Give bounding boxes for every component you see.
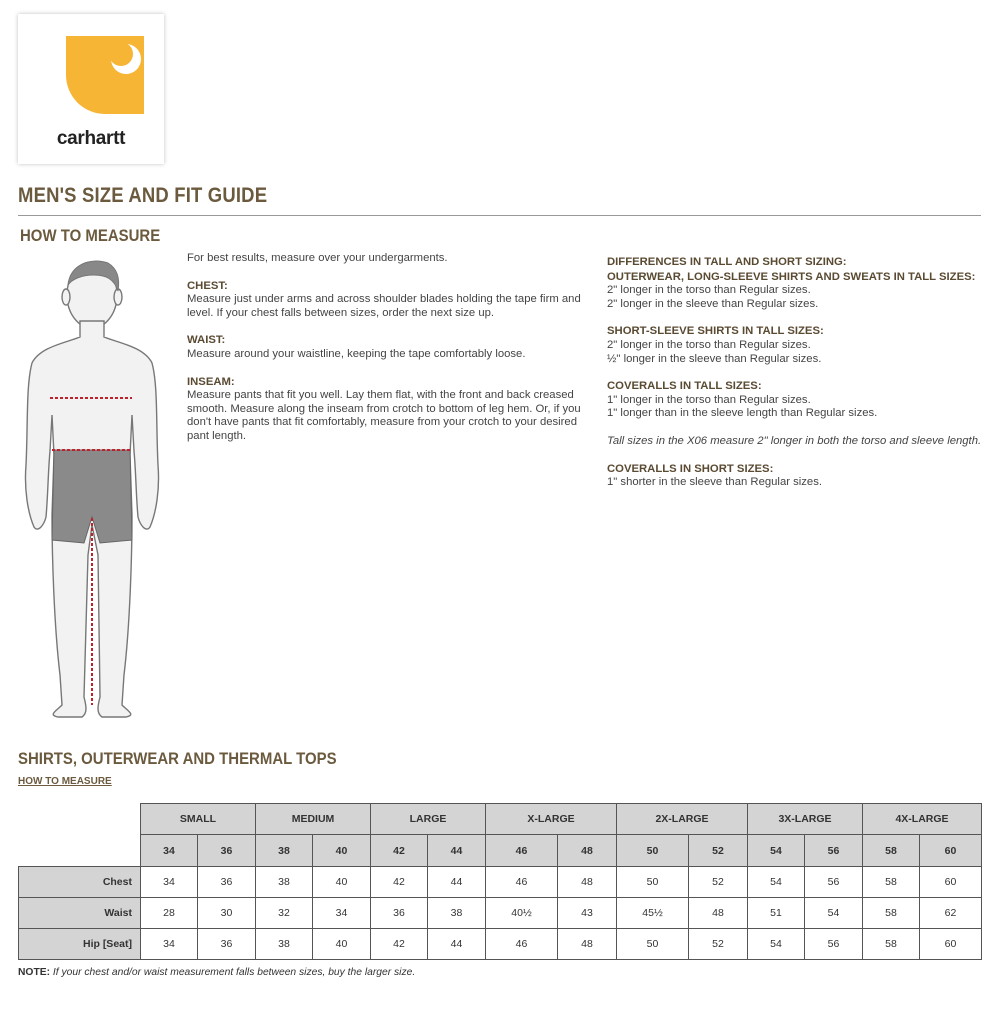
table-cell: 50 — [617, 867, 689, 898]
size-number: 60 — [920, 835, 982, 867]
table-cell: 56 — [805, 929, 863, 960]
size-number: 38 — [256, 835, 313, 867]
size-number: 52 — [689, 835, 748, 867]
size-number: 40 — [313, 835, 371, 867]
table-cell: 30 — [198, 898, 256, 929]
table-cell: 54 — [748, 867, 805, 898]
table-cell: 56 — [805, 867, 863, 898]
size-number: 58 — [863, 835, 920, 867]
table-cell: 58 — [863, 898, 920, 929]
table-row — [19, 867, 982, 898]
table-cell: 42 — [371, 929, 428, 960]
table-cell: 38 — [256, 929, 313, 960]
note-label: NOTE: — [18, 967, 51, 978]
table-corner — [19, 835, 141, 867]
size-note — [18, 967, 415, 978]
size-number: 56 — [805, 835, 863, 867]
size-header: SMALL — [141, 804, 256, 835]
size-number: 46 — [486, 835, 558, 867]
chest-instruction — [187, 280, 587, 321]
table-cell: 48 — [689, 898, 748, 929]
table-cell: 44 — [428, 929, 486, 960]
table-cell: 36 — [198, 867, 256, 898]
table-corner — [19, 804, 141, 835]
short-section — [607, 463, 992, 490]
size-number: 48 — [558, 835, 617, 867]
row-label: Waist — [19, 898, 141, 929]
table-cell: 38 — [428, 898, 486, 929]
table-cell: 60 — [920, 929, 982, 960]
waist-instruction — [187, 334, 587, 361]
table-cell: 51 — [748, 898, 805, 929]
size-header: 4X-LARGE — [863, 804, 982, 835]
table-cell: 28 — [141, 898, 198, 929]
table-cell: 40 — [313, 929, 371, 960]
diff-line: 1" longer in the torso than Regular sizes. — [607, 393, 811, 406]
inseam-label: INSEAM: — [187, 375, 235, 388]
table-cell: 60 — [920, 867, 982, 898]
short-section-heading: COVERALLS IN SHORT SIZES: — [607, 462, 774, 475]
row-label: Chest — [19, 867, 141, 898]
size-number: 44 — [428, 835, 486, 867]
size-header: 2X-LARGE — [617, 804, 748, 835]
differences-heading: DIFFERENCES IN TALL AND SHORT SIZING: — [607, 256, 847, 268]
table-row — [19, 929, 982, 960]
table-cell: 62 — [920, 898, 982, 929]
size-header: MEDIUM — [256, 804, 371, 835]
table-cell: 52 — [689, 867, 748, 898]
diff-line: 2" longer in the torso than Regular sizes. — [607, 338, 811, 351]
diff-line: 2" longer in the torso than Regular sizes. — [607, 284, 811, 297]
inseam-instruction — [187, 376, 587, 444]
chest-text: Measure just under arms and across shoulder blades holding the tape firm and level. If your chest falls between sizes, order the next size up. — [187, 293, 581, 319]
table-cell: 50 — [617, 929, 689, 960]
intro-text: For best results, measure over your undergarments. — [187, 252, 448, 264]
how-to-measure-link[interactable]: HOW TO MEASURE — [18, 776, 112, 787]
table-cell: 38 — [256, 867, 313, 898]
diff-section-heading: OUTERWEAR, LONG-SLEEVE SHIRTS AND SWEATS IN TALL SIZES: — [607, 270, 976, 283]
table-cell: 36 — [198, 929, 256, 960]
table-cell: 34 — [141, 929, 198, 960]
table-cell: 54 — [748, 929, 805, 960]
how-to-measure-heading: HOW TO MEASURE — [20, 226, 161, 245]
table-row — [19, 898, 982, 929]
size-number: 36 — [198, 835, 256, 867]
table-cell: 58 — [863, 929, 920, 960]
table-cell: 48 — [558, 929, 617, 960]
short-line: 1" shorter in the sleeve than Regular sizes. — [607, 476, 822, 489]
table-cell: 32 — [256, 898, 313, 929]
size-number: 50 — [617, 835, 689, 867]
table-cell: 54 — [805, 898, 863, 929]
diff-section — [607, 325, 992, 366]
table-cell: 52 — [689, 929, 748, 960]
chest-label: CHEST: — [187, 279, 228, 292]
body-measurement-figure — [20, 255, 165, 720]
tall-note: Tall sizes in the X06 measure 2" longer in both the torso and sleeve length. — [607, 434, 982, 447]
diff-section-heading: SHORT-SLEEVE SHIRTS IN TALL SIZES: — [607, 325, 824, 338]
diff-section-heading: COVERALLS IN TALL SIZES: — [607, 380, 762, 393]
size-chart-table — [18, 803, 982, 960]
inseam-text: Measure pants that fit you well. Lay them flat, with the front and back creased smooth. Measure along the inseam from crotch to bottom of leg hem. Or, if you don't have pants that fit comfortably, measure from your crotch to your desired pant length. — [187, 389, 581, 442]
table-cell: 40 — [313, 867, 371, 898]
table-cell: 46 — [486, 867, 558, 898]
table-cell: 48 — [558, 867, 617, 898]
table-cell: 45½ — [617, 898, 689, 929]
title-divider — [18, 215, 981, 216]
table-cell: 43 — [558, 898, 617, 929]
page-title: MEN'S SIZE AND FIT GUIDE — [18, 184, 268, 207]
table-cell: 58 — [863, 867, 920, 898]
note-text: If your chest and/or waist measurement falls between sizes, buy the larger size. — [52, 967, 416, 978]
size-name-row — [19, 804, 982, 835]
diff-line: 2" longer in the sleeve than Regular sizes. — [607, 297, 819, 310]
size-header: X-LARGE — [486, 804, 617, 835]
table-cell: 46 — [486, 929, 558, 960]
table-cell: 40½ — [486, 898, 558, 929]
brand-name: carhartt — [56, 128, 126, 149]
how-to-measure-text — [187, 252, 587, 458]
brand-logo — [18, 14, 164, 164]
table-cell: 36 — [371, 898, 428, 929]
shirts-section-heading: SHIRTS, OUTERWEAR AND THERMAL TOPS — [18, 749, 337, 768]
diff-line: ½" longer in the sleeve than Regular sizes. — [607, 352, 822, 365]
size-number: 34 — [141, 835, 198, 867]
size-number: 54 — [748, 835, 805, 867]
row-label: Hip [Seat] — [19, 929, 141, 960]
waist-text: Measure around your waistline, keeping the tape comfortably loose. — [187, 347, 526, 360]
size-header: LARGE — [371, 804, 486, 835]
diff-line: 1" longer than in the sleeve length than Regular sizes. — [607, 407, 878, 420]
waist-label: WAIST: — [187, 334, 226, 347]
diff-section — [607, 380, 992, 421]
size-number: 42 — [371, 835, 428, 867]
table-cell: 44 — [428, 867, 486, 898]
size-header: 3X-LARGE — [748, 804, 863, 835]
table-cell: 34 — [313, 898, 371, 929]
tall-short-differences — [607, 256, 992, 504]
table-cell: 34 — [141, 867, 198, 898]
diff-section — [607, 271, 992, 312]
table-cell: 42 — [371, 867, 428, 898]
size-number-row — [19, 835, 982, 867]
